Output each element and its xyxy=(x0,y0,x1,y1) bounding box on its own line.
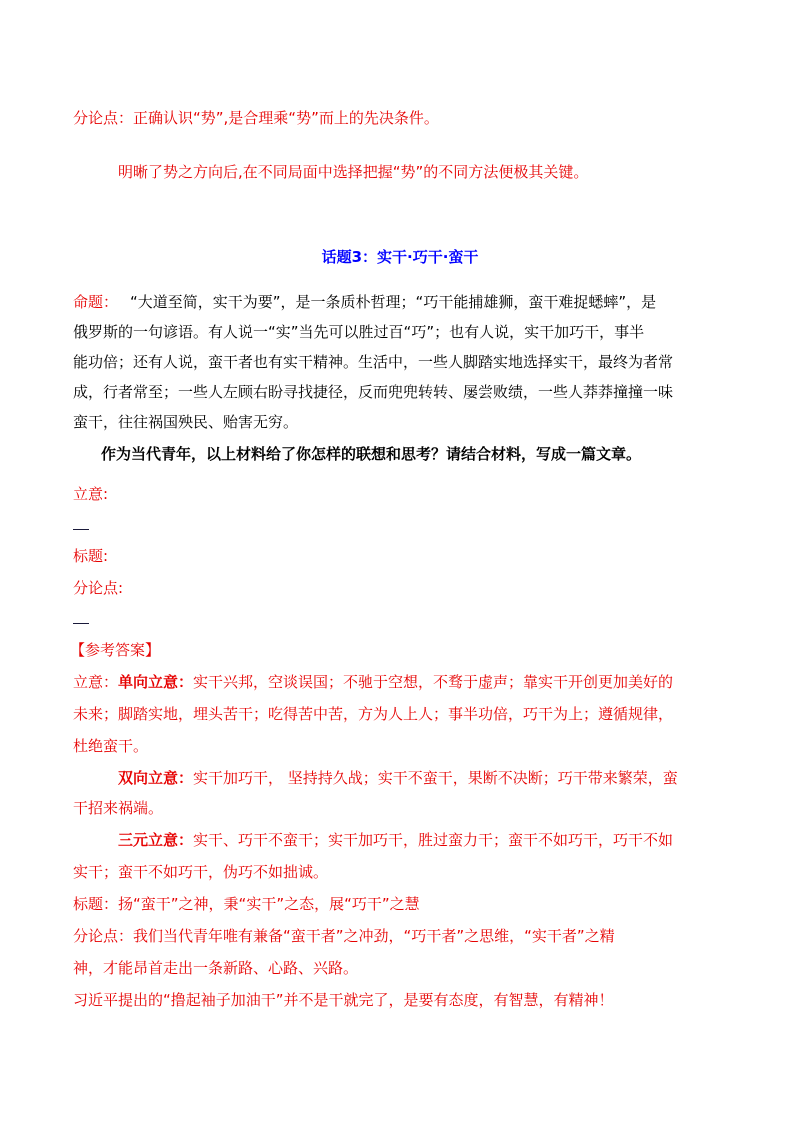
shuang-xiang-text: 实干加巧干， 坚持持久战；实干不蛮干，果断不决断；巧干带来繁荣，蛮 xyxy=(193,769,678,787)
dan-xiang-line-2: 未来；脚踏实地，埋头苦干；吃得苦中苦，方为人上人；事半功倍，巧干为上；遵循规律， xyxy=(73,705,674,723)
mingti-text-line: 能功倍；还有人说，蛮干者也有实干精神。生活中，一些人脚踏实地选择实干，最终为者常 xyxy=(73,353,674,371)
mingti-text-line: 俄罗斯的一句谚语。有人说一“实”当先可以胜过百“巧”；也有人说，实干加巧干，事半 xyxy=(73,323,645,341)
mingti-text-line: 成，行者常至；一些人左顾右盼寻找捷径，反而兜兜转转、屡尝败绩，一些人莽莽撞撞一味 xyxy=(73,383,674,401)
indent-paragraph: 明晰了势之方向后,在不同局面中选择把握“势”的不同方法便极其关键。 xyxy=(118,163,589,181)
blank-line xyxy=(73,623,89,624)
shuang-xiang-line-2: 干招来祸端。 xyxy=(73,799,164,817)
topic-title: 话题3：实干·巧干·蛮干 xyxy=(321,248,479,266)
dan-xiang-label: 单向立意： xyxy=(118,673,194,691)
fenlundian-line: 分论点：正确认识“势”,是合理乘“势”而上的先决条件。 xyxy=(73,109,439,127)
blank-fenlundian-label: 分论点: xyxy=(73,579,124,597)
san-yuan-line-2: 实干；蛮干不如巧干，伪巧不如拙诚。 xyxy=(73,863,329,881)
dan-xiang-text: 实干兴邦，空谈误国；不驰于空想，不骛于虚声；靠实干开创更加美好的 xyxy=(193,673,674,691)
mingti-first-line xyxy=(73,292,656,312)
blank-liyi-label: 立意: xyxy=(73,485,109,503)
san-yuan-line-1 xyxy=(118,830,673,850)
answer-biaoti: 标题：扬“蛮干”之神，秉“实干”之态，展“巧干”之慧 xyxy=(73,895,420,913)
shuang-xiang-line-1 xyxy=(118,768,678,788)
dan-xiang-line-3: 杜绝蛮干。 xyxy=(73,737,149,755)
dan-xiang-line-1 xyxy=(73,672,673,692)
mingti-label: 命题： xyxy=(73,293,119,311)
shuang-xiang-label: 双向立意： xyxy=(118,769,194,787)
blank-biaoti-label: 标题: xyxy=(73,547,109,565)
mingti-text-line: “大道至简，实干为要”，是一条质朴哲理；“巧干能捕雄狮，蛮干难捉蟋蟀”，是 xyxy=(130,293,657,311)
xi-quote-line: 习近平提出的“撸起袖子加油干”并不是干就完了，是要有态度，有智慧，有精神！ xyxy=(73,991,614,1009)
blank-line xyxy=(73,529,89,530)
writing-instruction: 作为当代青年，以上材料给了你怎样的联想和思考？请结合材料，写成一篇文章。 xyxy=(101,445,642,463)
answer-fenlundian-1: 分论点：我们当代青年唯有兼备“蛮干者”之冲劲，“巧干者”之思维，“实干者”之精 xyxy=(73,927,615,945)
mingti-text-line: 蛮干，往往祸国殃民、贻害无穷。 xyxy=(73,413,299,431)
liyi-prefix: 立意： xyxy=(73,673,119,691)
answer-fenlundian-2: 神，才能昂首走出一条新路、心路、兴路。 xyxy=(73,959,359,977)
san-yuan-text: 实干、巧干不蛮干；实干加巧干，胜过蛮力干；蛮干不如巧干，巧干不如 xyxy=(193,831,674,849)
san-yuan-label: 三元立意： xyxy=(118,831,194,849)
answer-heading: 【参考答案】 xyxy=(70,641,161,659)
